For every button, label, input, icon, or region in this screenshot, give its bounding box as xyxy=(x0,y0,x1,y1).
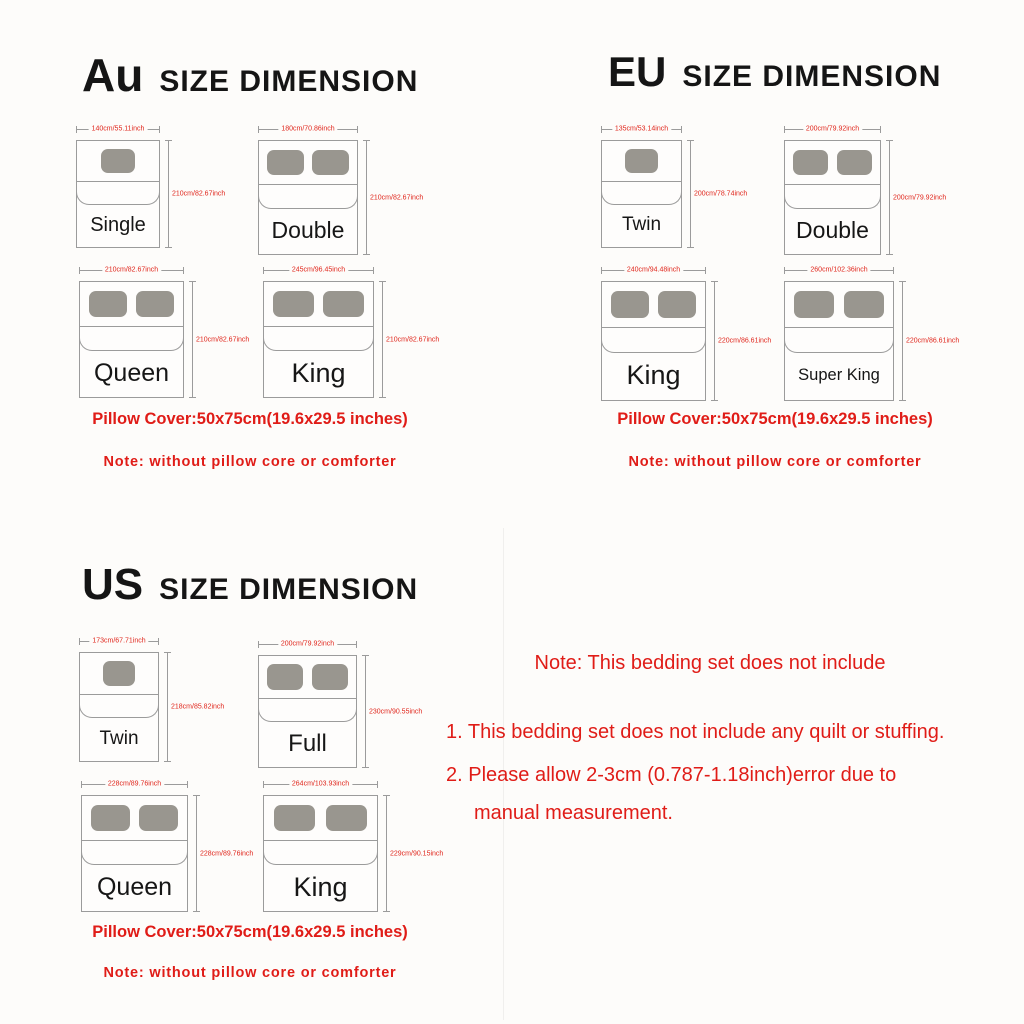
height-dimension-line xyxy=(386,795,444,912)
bed-height-dimension: 228cm/89.76inch xyxy=(200,850,254,857)
bed-size-name: King xyxy=(291,357,346,388)
au-core-note: Note: without pillow core or comforter xyxy=(103,454,397,470)
bed-diagram-au-double xyxy=(258,125,424,255)
bed-outline xyxy=(784,140,881,255)
sheet-fold xyxy=(263,840,378,865)
pillow-graphic xyxy=(139,805,178,831)
sheet-fold xyxy=(258,698,357,722)
pillow-graphic xyxy=(267,150,303,176)
width-dimension-line xyxy=(263,780,378,788)
bed-size-name: Queen xyxy=(96,872,173,901)
bed-height-dimension: 230cm/90.55inch xyxy=(369,708,423,715)
bed-outline xyxy=(81,795,188,912)
pillow-area xyxy=(785,282,893,328)
bed-diagram-us-twin xyxy=(79,637,225,762)
width-dimension-line xyxy=(76,125,160,133)
pillow-area xyxy=(602,282,705,328)
bed-outline xyxy=(258,140,358,255)
pillow-graphic xyxy=(91,805,130,831)
bed-height-dimension: 220cm/86.61inch xyxy=(718,337,772,345)
bed-height-dimension: 229cm/90.15inch xyxy=(390,850,444,857)
bed-height-dimension: 210cm/82.67inch xyxy=(172,190,226,198)
bed-diagram-eu-twin xyxy=(601,125,748,248)
bed-outline xyxy=(263,795,378,912)
us-core-note: Note: without pillow core or comforter xyxy=(103,965,397,981)
bed-width-dimension: 210cm/82.67inch xyxy=(102,266,161,275)
height-dimension-line xyxy=(382,281,440,398)
disclaimer-line-3: manual measurement. xyxy=(474,802,673,824)
bed-size-name: King xyxy=(626,360,681,391)
height-dimension-line xyxy=(714,281,772,401)
pillow-graphic xyxy=(658,291,696,318)
bed-diagram-au-single xyxy=(76,125,226,248)
bed-height-dimension: 210cm/82.67inch xyxy=(196,336,250,343)
pillow-graphic xyxy=(323,291,363,317)
bed-height-dimension: 218cm/85.82inch xyxy=(171,703,225,711)
bed-height-dimension: 220cm/86.61inch xyxy=(906,337,960,345)
us-section-header xyxy=(82,560,418,610)
height-dimension-line xyxy=(690,140,748,248)
bed-size-name: Super King xyxy=(798,366,880,385)
pillow-graphic xyxy=(793,150,828,176)
pillow-area xyxy=(259,141,357,185)
bed-width-dimension: 200cm/79.92inch xyxy=(803,125,862,134)
disclaimer-line-1: 1. This bedding set does not include any quilt or stuffing. xyxy=(446,721,945,743)
bed-diagram-us-full xyxy=(258,640,423,768)
width-dimension-line xyxy=(601,266,706,274)
bed-outline xyxy=(784,281,894,401)
height-dimension-line xyxy=(167,652,225,762)
width-dimension-line xyxy=(263,266,374,274)
width-dimension-line xyxy=(784,266,894,274)
pillow-graphic xyxy=(273,291,313,317)
bed-width-dimension: 173cm/67.71inch xyxy=(89,637,148,646)
bed-height-dimension: 210cm/82.67inch xyxy=(370,194,424,201)
width-dimension-line xyxy=(258,640,357,648)
pillow-graphic xyxy=(136,291,174,317)
eu-section-header xyxy=(608,48,941,96)
us-region-label: US xyxy=(82,560,144,609)
bed-size-name: Twin xyxy=(99,727,139,749)
pillow-graphic xyxy=(312,664,348,689)
height-dimension-line xyxy=(192,281,250,398)
us-size-dimension-title: SIZE DIMENSION xyxy=(159,573,419,606)
bed-diagram-eu-super-king xyxy=(784,266,960,401)
bed-width-dimension: 140cm/55.11inch xyxy=(89,125,148,134)
bed-width-dimension: 264cm/103.93inch xyxy=(289,780,352,789)
bed-height-dimension: 200cm/78.74inch xyxy=(694,190,748,198)
pillow-graphic xyxy=(267,664,303,689)
bed-size-name: Full xyxy=(288,730,327,758)
bed-outline xyxy=(601,281,706,401)
bed-size-name: Double xyxy=(271,217,345,244)
bed-size-name: Single xyxy=(90,213,146,236)
sheet-fold xyxy=(784,327,894,353)
width-dimension-line xyxy=(79,266,184,274)
height-dimension-line xyxy=(366,140,424,255)
pillow-graphic xyxy=(103,661,136,686)
bed-width-dimension: 245cm/96.45inch xyxy=(289,266,348,275)
pillow-area xyxy=(259,656,356,699)
bed-width-dimension: 240cm/94.48inch xyxy=(624,266,683,275)
height-dimension-line xyxy=(902,281,960,401)
pillow-graphic xyxy=(837,150,872,176)
bed-outline xyxy=(601,140,682,248)
au-pillow-cover-note: Pillow Cover:50x75cm(19.6x29.5 inches) xyxy=(92,410,408,428)
width-dimension-line xyxy=(258,125,358,133)
pillow-area xyxy=(80,653,158,695)
width-dimension-line xyxy=(79,637,159,645)
pillow-graphic xyxy=(89,291,127,317)
pillow-graphic xyxy=(625,149,658,173)
bed-diagram-au-queen xyxy=(79,266,250,398)
pillow-graphic xyxy=(794,291,834,318)
bed-width-dimension: 135cm/53.14inch xyxy=(612,125,671,134)
pillow-graphic xyxy=(101,149,135,173)
sheet-fold xyxy=(263,326,374,351)
height-dimension-line xyxy=(889,140,947,255)
bed-outline xyxy=(258,655,357,768)
bed-outline xyxy=(263,281,374,398)
height-dimension-line xyxy=(168,140,226,248)
pillow-area xyxy=(82,796,187,841)
sheet-fold xyxy=(601,181,682,204)
bed-width-dimension: 200cm/79.92inch xyxy=(278,640,337,649)
bed-outline xyxy=(76,140,160,248)
bed-diagram-us-king xyxy=(263,780,444,912)
bed-height-dimension: 200cm/79.92inch xyxy=(893,194,947,201)
au-region-label: Au xyxy=(82,49,144,101)
bed-outline xyxy=(79,652,159,762)
sheet-fold xyxy=(79,326,184,351)
bed-outline xyxy=(79,281,184,398)
width-dimension-line xyxy=(601,125,682,133)
sheet-fold xyxy=(81,840,188,865)
pillow-graphic xyxy=(844,291,884,318)
sheet-fold xyxy=(79,694,159,718)
height-dimension-line xyxy=(365,655,423,768)
pillow-area xyxy=(80,282,183,327)
eu-core-note: Note: without pillow core or comforter xyxy=(628,454,922,470)
pillow-area xyxy=(602,141,681,182)
au-size-dimension-title: SIZE DIMENSION xyxy=(159,65,419,98)
bed-diagram-au-king xyxy=(263,266,440,398)
pillow-area xyxy=(264,796,377,841)
bed-size-name: Double xyxy=(796,217,869,244)
bed-width-dimension: 180cm/70.86inch xyxy=(278,125,337,134)
bed-height-dimension: 210cm/82.67inch xyxy=(386,336,440,343)
bed-size-name: King xyxy=(293,871,348,902)
eu-size-dimension-title: SIZE DIMENSION xyxy=(682,60,942,93)
bed-width-dimension: 260cm/102.36inch xyxy=(807,266,870,275)
us-pillow-cover-note: Pillow Cover:50x75cm(19.6x29.5 inches) xyxy=(92,923,408,941)
width-dimension-line xyxy=(784,125,881,133)
bed-diagram-eu-double xyxy=(784,125,947,255)
sheet-fold xyxy=(258,184,358,209)
sheet-fold xyxy=(76,181,160,204)
eu-pillow-cover-note: Pillow Cover:50x75cm(19.6x29.5 inches) xyxy=(617,410,933,428)
sheet-fold xyxy=(784,184,881,209)
bed-diagram-eu-king xyxy=(601,266,772,401)
sheet-fold xyxy=(601,327,706,353)
pillow-area xyxy=(77,141,159,182)
au-section-header xyxy=(82,48,418,102)
bed-width-dimension: 228cm/89.76inch xyxy=(105,780,164,789)
pillow-graphic xyxy=(312,150,348,176)
bed-size-name: Queen xyxy=(93,358,170,387)
pillow-graphic xyxy=(611,291,649,318)
disclaimer-heading: Note: This bedding set does not include xyxy=(534,652,886,674)
pillow-graphic xyxy=(274,805,316,831)
pillow-area xyxy=(264,282,373,327)
eu-region-label: EU xyxy=(608,48,667,95)
width-dimension-line xyxy=(81,780,188,788)
pillow-area xyxy=(785,141,880,185)
height-dimension-line xyxy=(196,795,254,912)
bed-size-name: Twin xyxy=(621,214,662,236)
bed-diagram-us-queen xyxy=(81,780,254,912)
disclaimer-line-2: 2. Please allow 2-3cm (0.787-1.18inch)error due to xyxy=(446,764,897,786)
pillow-graphic xyxy=(326,805,368,831)
panel-seam-divider xyxy=(503,528,504,1020)
